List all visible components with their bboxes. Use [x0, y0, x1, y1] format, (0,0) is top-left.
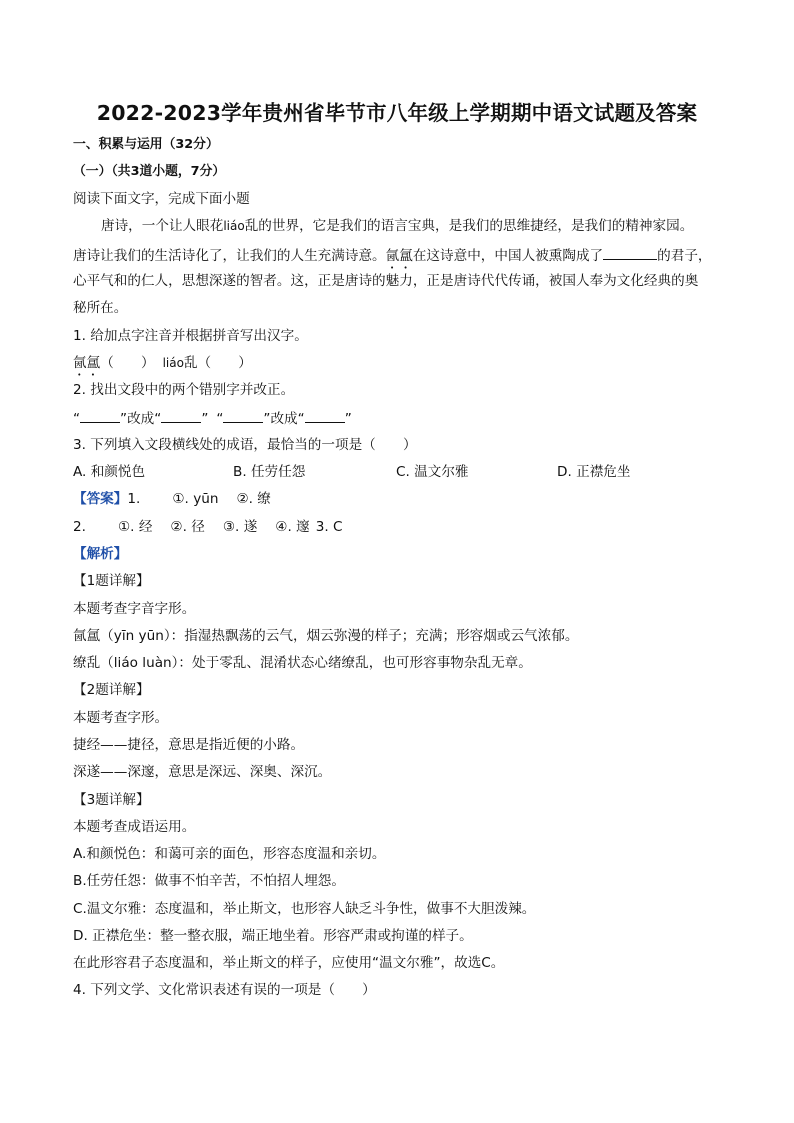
answer-paren: （ ） — [197, 355, 252, 371]
passage-line-2 — [73, 245, 712, 272]
passage-text: 在这诗意中，中国人被熏陶成了 — [412, 248, 604, 264]
fill-blank — [161, 408, 201, 423]
question-2-stem: 2. 找出文段中的两个错别字并改正。 — [73, 382, 295, 398]
passage-text: 唐诗让我们的生活诗化了，让我们的人生充满诗意。 — [73, 248, 386, 264]
analysis-label: 【解析】 — [73, 546, 128, 562]
detail-3-line: C.温文尔雅：态度温和，举止斯文，也形容人缺乏斗争性，做事不大胆泼辣。 — [73, 901, 536, 917]
detail-2-line: 深遂——深邃，意思是深远、深奥、深沉。 — [73, 764, 332, 780]
passage-pinyin: liáo — [223, 219, 245, 233]
passage-line-4: 秘所在。 — [73, 300, 128, 316]
quote-mark: ” — [201, 411, 209, 427]
answer-item: ③. 遂 — [222, 519, 258, 535]
detail-3-line: 本题考查成语运用。 — [73, 819, 196, 835]
detail-3-line: B.任劳任怨：做事不怕辛苦，不怕招人埋怨。 — [73, 873, 345, 889]
answer-label: 【答案】 — [73, 491, 128, 507]
answer-line-1 — [73, 490, 271, 508]
passage-text: 乱的世界，它是我们的语言宝典，是我们的思维捷经，是我们的精神家园。 — [244, 218, 694, 234]
fill-blank — [603, 245, 657, 260]
answer-number: 2. — [73, 519, 86, 535]
question-3-stem: 3. 下列填入文段横线处的成语，最恰当的一项是（ ） — [73, 437, 417, 453]
answer-paren: （ ） — [100, 355, 155, 371]
passage-text: 唐诗，一个让人眼花 — [101, 218, 224, 234]
pinyin-text: liáo — [162, 356, 184, 370]
answer-line-2 — [73, 518, 343, 536]
quote-mark: “ — [216, 411, 224, 427]
fill-blank — [80, 408, 120, 423]
option-d: D. 正襟危坐 — [557, 464, 631, 480]
question-1-blanks — [73, 354, 252, 379]
quote-mark: ” — [344, 411, 352, 427]
subsection-heading: （一）（共3道小题，7分） — [73, 164, 226, 179]
detail-2-heading: 【2题详解】 — [73, 682, 150, 698]
answer-item: ④. 邃 — [275, 519, 310, 535]
detail-1-line: 氤氲（yīn yūn）：指湿热飘荡的云气，烟云弥漫的样子；充满；形容烟或云气浓郁。 — [73, 628, 579, 644]
detail-1-line: 本题考查字音字形。 — [73, 601, 196, 617]
dotted-word: 氤氲 — [73, 355, 101, 371]
quote-text: ”改成“ — [263, 411, 305, 427]
detail-2-line: 捷经——捷径，意思是指近便的小路。 — [73, 737, 305, 753]
reading-instruction: 阅读下面文字，完成下面小题 — [73, 191, 250, 207]
question-4-stem: 4. 下列文学、文化常识表述有误的一项是（ ） — [73, 982, 376, 998]
dotted-word: 氤氲 — [385, 248, 413, 264]
option-c: C. 温文尔雅 — [396, 464, 469, 480]
answer-item: ②. 缭 — [236, 491, 271, 507]
detail-3-line: A.和颜悦色：和蔼可亲的面色，形容态度温和亲切。 — [73, 846, 386, 862]
fill-blank — [223, 408, 263, 423]
page-title: 2022-2023学年贵州省毕节市八年级上学期期中语文试题及答案 — [96, 101, 698, 125]
detail-3-line: D. 正襟危坐：整一整衣服，端正地坐着。形容严肃或拘谨的样子。 — [73, 928, 473, 944]
fill-blank — [305, 408, 345, 423]
detail-1-heading: 【1题详解】 — [73, 573, 150, 589]
option-b: B. 任劳任怨 — [233, 464, 306, 480]
passage-text: 的君子， — [657, 248, 712, 264]
detail-1-line: 缭乱（liáo luàn）：处于零乱、混淆状态心绪缭乱，也可形容事物杂乱无章。 — [73, 655, 532, 671]
answer-item: 3. C — [315, 519, 343, 535]
quote-text: ”改成“ — [120, 411, 162, 427]
passage-line-3: 心平气和的仁人，思想深遂的智者。这，正是唐诗的魅力，正是唐诗代代传诵，被国人奉为文化经典的奥 — [73, 273, 699, 289]
section-heading: 一、积累与运用（32分） — [73, 137, 219, 152]
quote-mark: “ — [73, 411, 81, 427]
detail-3-line: 在此形容君子态度温和，举止斯文的样子，应使用“温文尔雅”，故选C。 — [73, 955, 505, 971]
question-2-blanks — [73, 408, 352, 428]
answer-item: ①. yūn — [172, 491, 219, 507]
answer-item: ①. 经 — [117, 519, 153, 535]
question-1-stem: 1. 给加点字注音并根据拼音写出汉字。 — [73, 328, 308, 344]
char-text: 乱 — [183, 355, 198, 371]
answer-number: 1. — [127, 491, 141, 507]
detail-2-line: 本题考查字形。 — [73, 710, 169, 726]
passage-line-1 — [101, 217, 693, 235]
answer-item: ②. 径 — [170, 519, 205, 535]
detail-3-heading: 【3题详解】 — [73, 792, 150, 808]
option-a: A. 和颜悦色 — [73, 464, 146, 480]
